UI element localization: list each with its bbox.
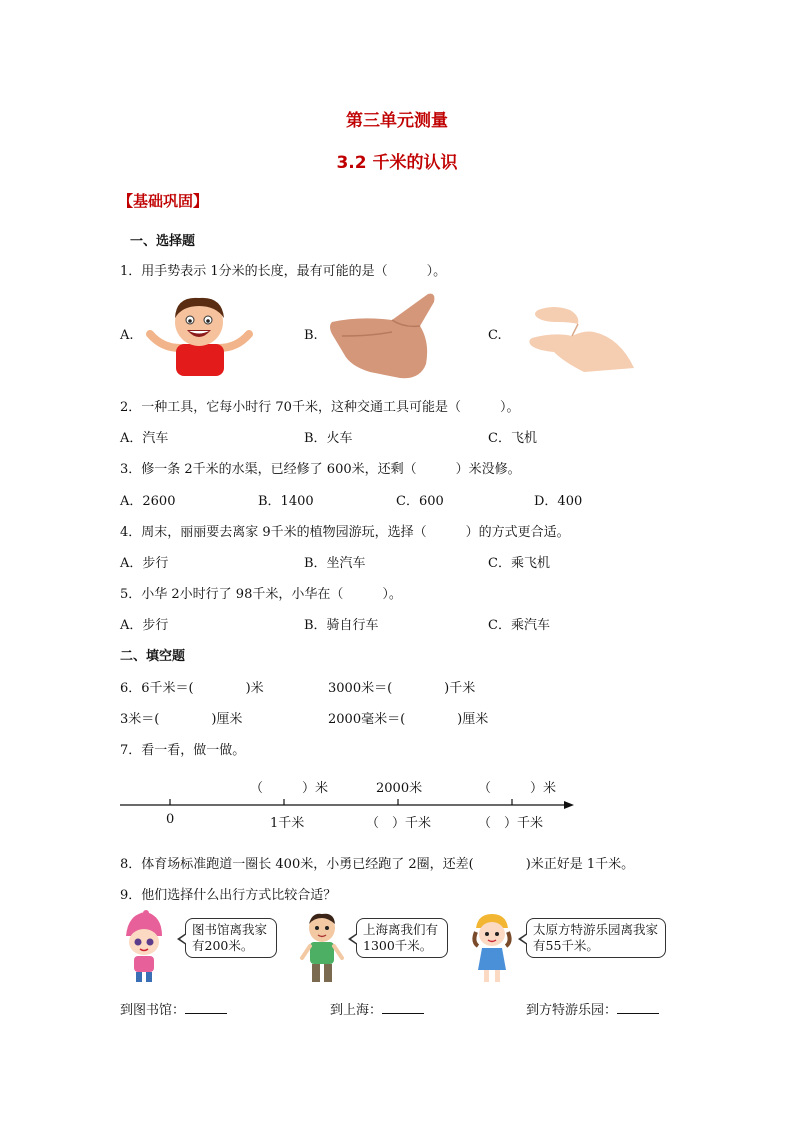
- unit-title: 第三单元测量: [346, 111, 448, 131]
- numberline-bottom-label-3: （ ）千米: [478, 816, 544, 831]
- hand-pinch-gesture-image: [524, 302, 636, 372]
- answer-library-blank[interactable]: [185, 1001, 227, 1014]
- number-line: [118, 796, 578, 812]
- answer-park-blank[interactable]: [617, 1001, 659, 1014]
- girl-yellow-hat-image: [470, 912, 514, 986]
- q5-option-b: B．骑自行车: [304, 618, 379, 633]
- q4-option-a: A．步行: [120, 556, 169, 571]
- question-6-part-a: 6．6千米＝( )米: [120, 681, 264, 696]
- numberline-bottom-label-0: 0: [166, 812, 175, 827]
- bubble-park-text: 太原方特游乐园离我家有55千米。: [533, 922, 659, 953]
- q3-option-a: A．2600: [120, 494, 176, 509]
- basics-heading: 【基础巩固】: [118, 192, 209, 210]
- q3-option-d: D．400: [534, 494, 583, 509]
- q3-option-c: C．600: [396, 494, 444, 509]
- answer-shanghai-label: 到上海：: [330, 1003, 383, 1018]
- boy-green-shirt-image: [300, 912, 344, 986]
- question-6-part-b: 3000米＝( )千米: [328, 681, 476, 696]
- question-6-part-d: 2000毫米＝( )厘米: [328, 712, 489, 727]
- question-5: 5．小华 2小时行了 98千米，小华在（ ）。: [120, 587, 402, 602]
- q2-option-b: B．火车: [304, 431, 353, 446]
- girl-pink-hat-image: [120, 910, 168, 986]
- answer-park: [526, 999, 659, 1018]
- section-choice-heading: 一、选择题: [130, 234, 196, 249]
- answer-library: [120, 999, 227, 1018]
- answer-library-label: 到图书馆：: [120, 1003, 186, 1018]
- q2-option-c: C．飞机: [488, 431, 537, 446]
- bubble-shanghai-text: 上海离我们有1300千米。: [363, 922, 439, 953]
- q4-option-b: B．坐汽车: [304, 556, 366, 571]
- question-6-part-c: 3米＝( )厘米: [120, 712, 243, 727]
- answer-park-label: 到方特游乐园：: [526, 1003, 618, 1018]
- q1-option-b-label: B.: [304, 328, 318, 343]
- boy-arms-spread-image: [142, 296, 257, 376]
- question-7: 7．看一看，做一做。: [120, 743, 246, 758]
- speech-bubble-library: [185, 918, 277, 958]
- section-fill-heading: 二、填空题: [120, 649, 186, 664]
- question-1: 1．用手势表示 1分米的长度，最有可能的是（ ）。: [120, 264, 447, 279]
- q2-option-a: A．汽车: [120, 431, 169, 446]
- speech-bubble-amusement-park: [526, 918, 666, 958]
- q4-option-c: C．乘飞机: [488, 556, 550, 571]
- hand-wide-gesture-image: [330, 292, 445, 380]
- q5-option-a: A．步行: [120, 618, 169, 633]
- numberline-bottom-label-2: （ ）千米: [366, 816, 432, 831]
- q5-option-c: C．乘汽车: [488, 618, 550, 633]
- q1-option-c-label: C.: [488, 328, 502, 343]
- numberline-bottom-label-1: 1千米: [270, 816, 305, 831]
- question-2: 2．一种工具，它每小时行 70千米，这种交通工具可能是（ ）。: [120, 400, 520, 415]
- q1-option-a-label: A.: [120, 328, 134, 343]
- answer-shanghai-blank[interactable]: [382, 1001, 424, 1014]
- question-4: 4．周末，丽丽要去离家 9千米的植物园游玩，选择（ ）的方式更合适。: [120, 525, 570, 540]
- numberline-top-label-3: （ ）米: [478, 781, 557, 796]
- question-8: 8．体育场标准跑道一圈长 400米，小勇已经跑了 2圈，还差( )米正好是 1千米。: [120, 857, 635, 872]
- lesson-title: 3.2 千米的认识: [336, 153, 458, 173]
- bubble-library-text: 图书馆离我家有200米。: [192, 922, 268, 953]
- question-9: 9．他们选择什么出行方式比较合适？: [120, 888, 337, 903]
- answer-shanghai: [330, 999, 424, 1018]
- speech-bubble-shanghai: [356, 918, 448, 958]
- numberline-top-label-1: （ ）米: [250, 781, 329, 796]
- question-3: 3．修一条 2千米的水渠，已经修了 600米，还剩（ ）米没修。: [120, 462, 521, 477]
- q3-option-b: B．1400: [258, 494, 314, 509]
- numberline-top-label-2: 2000米: [376, 781, 423, 796]
